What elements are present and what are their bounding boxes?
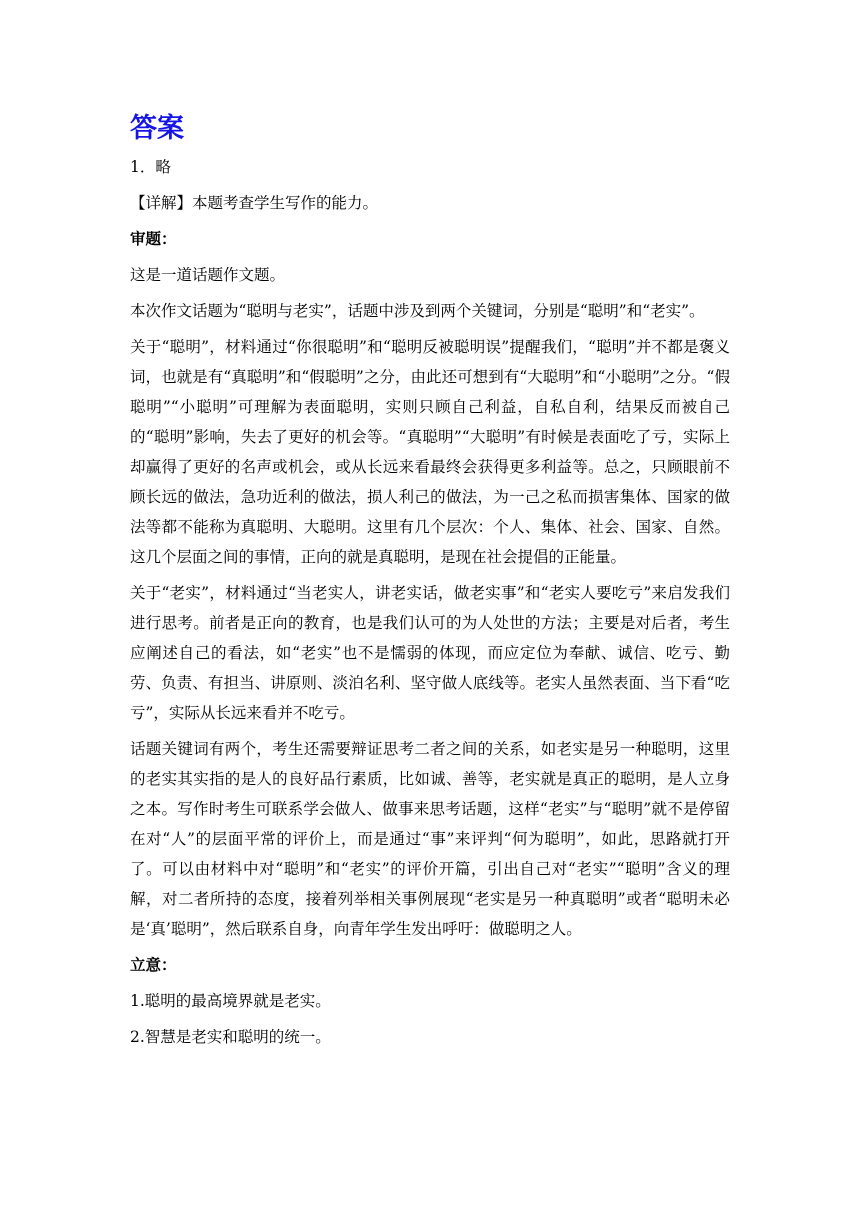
idea-heading: 立意： <box>130 955 177 974</box>
review-paragraph: 关于“老实”，材料通过“当老实人，讲老实话，做老实事”和“老实人要吃亏”来启发我们进行思考。前者是正向的教育，也是我们认可的为人处世的方法；主要是对后者，考生应阐述自己的看法，如“老实”也不是懦弱的体现，而应定位为奉献、诚信、吃亏、勤劳、负责、有担当、讲原则、淡泊名利、坚守做人底线等。老实人虽然表面、当下看“吃亏”，实际从长远来看并不吃亏。 <box>130 584 730 722</box>
item-number: 1．略 <box>130 158 171 176</box>
review-paragraph: 这是一道话题作文题。 <box>130 266 286 284</box>
review-paragraph: 本次作文话题为“聪明与老实”，话题中涉及到两个关键词，分别是“聪明”和“老实”。 <box>130 302 705 320</box>
page-title: 答案 <box>130 113 184 144</box>
review-paragraph: 话题关键词有两个，考生还需要辩证思考二者之间的关系，如老实是另一种聪明，这里的老实其实指的是人的良好品行素质，比如诚、善等，老实就是真正的聪明，是人立身之本。写作时考生可联系学会做人、做事来思考话题，这样“老实”与“聪明”就不是停留在对“人”的层面平常的评价上，而是通过“事”来评判“何为聪明”，如此，思路就打开了。可以由材料中对“聪明”和“老实”的评价开篇，引出自己对“老实”“聪明”含义的理解，对二者所持的态度，接着列举相关事例展现“老实是另一种真聪明”或者“聪明未必是‘真’聪明”，然后联系自身，向青年学生发出呼吁：做聪明之人。 <box>130 740 730 938</box>
review-paragraph: 关于“聪明”，材料通过“你很聪明”和“聪明反被聪明误”提醒我们，“聪明”并不都是褒义词，也就是有“真聪明”和“假聪明”之分，由此还可想到有“大聪明”和“小聪明”之分。“假聪明”“小聪明”可理解为表面聪明，实则只顾自己利益，自私自利，结果反而被自己的“聪明”影响，失去了更好的机会等。“真聪明”“大聪明”有时候是表面吃了亏，实际上却赢得了更好的名声或机会，或从长远来看最终会获得更多利益等。总之，只顾眼前不顾长远的做法，急功近利的做法，损人利己的做法，为一己之私而损害集体、国家的做法等都不能称为真聪明、大聪明。这里有几个层次：个人、集体、社会、国家、自然。这几个层面之间的事情，正向的就是真聪明，是现在社会提倡的正能量。 <box>130 338 730 566</box>
idea-item: 2.智慧是老实和聪明的统一。 <box>130 1028 331 1046</box>
idea-item: 1.聪明的最高境界就是老实。 <box>130 992 331 1010</box>
answer-content <box>130 112 730 1052</box>
review-heading: 审题： <box>130 229 177 248</box>
detail-line: 【详解】本题考查学生写作的能力。 <box>130 194 379 212</box>
